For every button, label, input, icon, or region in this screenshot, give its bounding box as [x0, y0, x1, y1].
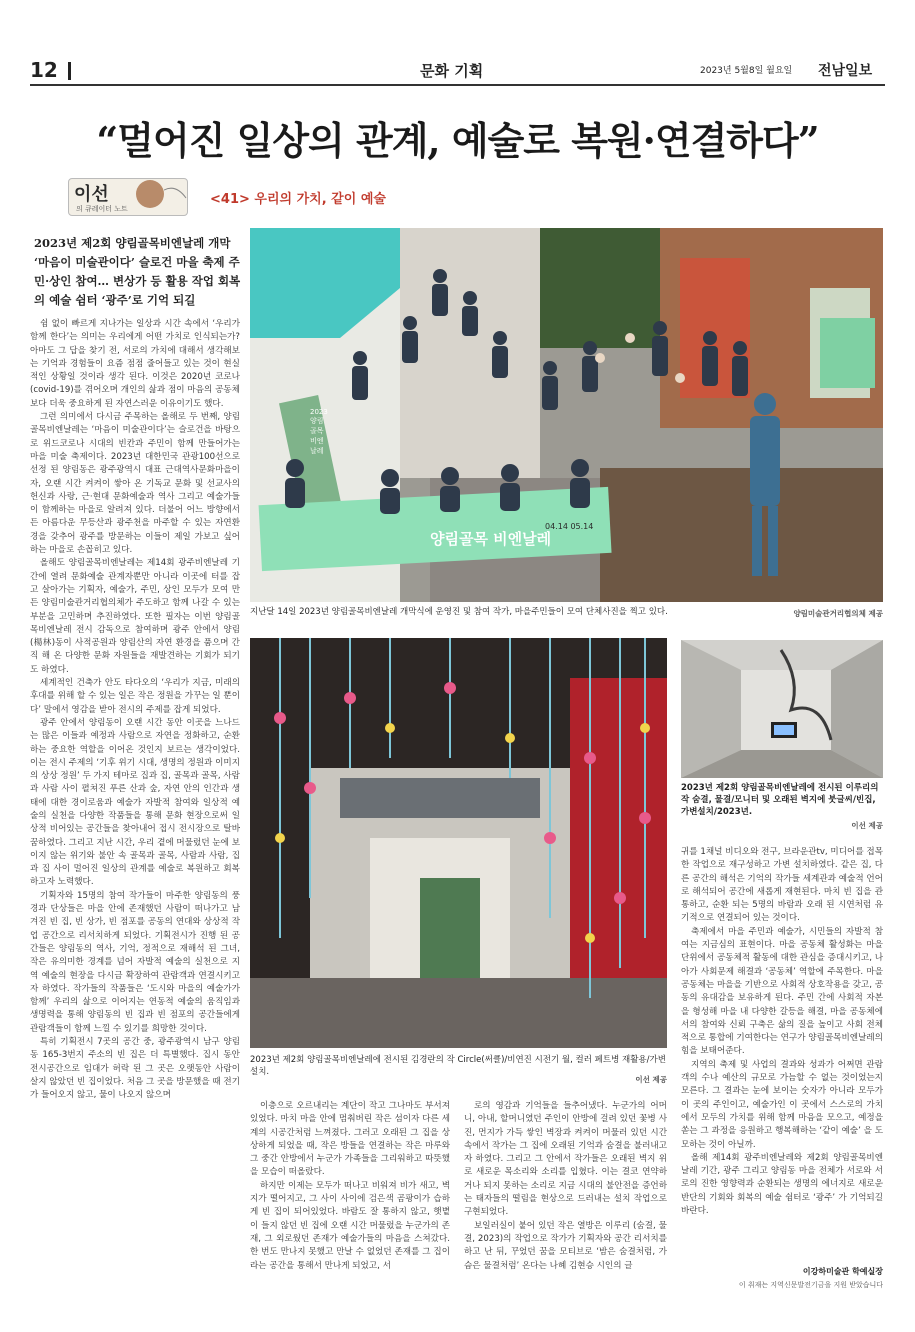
paragraph: 특히 기획전시 7곳의 공간 중, 광주광역시 남구 양림동 165-3번지 주소의 빈 집은 더 특별했다. 집시 동안 전시공간으로 임대가 허락 된 그 곳은 오랫동안 사람이 살지 않았던 빈 집이었다. 처음 그 곳을 방문했을 때 전기가 들어오지 않고, 물이 나오지 않으며	[30, 1037, 240, 1101]
section-title: 문화 기획	[420, 62, 484, 80]
headline: “멀어진 일상의 관계, 예술로 복원·연결하다”	[96, 118, 819, 163]
columnist-name: 이선	[74, 184, 109, 205]
photo1-credit: 양림미술관거리협의체 제공	[793, 609, 883, 618]
room-photo	[681, 640, 883, 778]
photo1-caption: 지난달 14일 2023년 양림골목비엔날레 개막식에 운영진 및 참여 작가, 마을주민들이 모여 단체사진을 찍고 있다.	[250, 607, 668, 617]
installation-photo	[250, 638, 667, 1048]
paragraph: 보일러실이 붙어 있던 작은 열방은 이루리 (숨결, 물결, 2023)의 작업으로 작가가 기획자와 공간 리서치를 하고 난 뒤, 꾸었던 꿈을 모티브로 ‘밤은 숨결처럼, 가슴은 물결처럼’ 온다는 나혜 김현승 시인의 글	[464, 1220, 667, 1271]
photo2-caption: 2023년 제2회 양림골목비엔날레에 전시된 김경란의 작 Circle(써클)/비연진 시전기 월, 컬러 페트병 재활용/가변설치.	[250, 1055, 666, 1077]
installation-illustration	[250, 638, 667, 1048]
publication-date: 2023년 5월8일 월요일	[700, 66, 793, 76]
room-illustration	[681, 640, 883, 778]
columnist-subtitle: 의 큐레이터 노트	[76, 205, 128, 213]
paragraph: 이층으로 오르내리는 계단이 작고 그나마도 부서져 있었다. 마치 마을 안에 멈춰버린 작은 섬이자 다른 세계의 시공간처럼 느껴졌다. 그러고 오래된 그 집을 상상하게 되었을 때, 작은 방들을 연결하는 작은 마루와 그 중간 안방에서 누군가 가족들을 그리워하고 따뜻했을 모습이 떠올랐다.	[250, 1101, 450, 1178]
paragraph: 축제에서 마을 주민과 예술가, 시민들의 자발적 참여는 지금심의 표현이다. 마을 공동체 활성화는 마을 단위에서 공동체적 활동에 대한 관심을 증대시키고, 나아가 사회문제 해결과 ‘공동체’ 역할에 주목한다. 마을 공동체는 마을을 기반으로 사회적 상호작용을 갖고, 공동의 유대감을 보유하게 된다. 주민 간에 사회적 자본을 형성해 마을 내 다양한 갈등을 해결, 마을 공동체에서의 참여와 신뢰 구축은 삶의 질을 높이고 사회 전체적으로 통합에 기여한다는 연구가 양림골목비엔날레의 힘을 보태어준다.	[681, 926, 883, 1057]
newspaper-name: 전남일보	[818, 63, 873, 79]
paragraph: 그런 의미에서 다시금 주목하는 올해로 두 번째, 양림골목비엔날레는 ‘마음이 미술관이다’는 슬로건을 바탕으로 위드코로나 시대의 빈칸과 주민이 함께 만들어가는 마을 미술 축제이다. 2023년 대한민국 관광100선으로 선정 된 양림동은 광주광역시 대표 근대역사문화마을이자, 오랜 시간 켜켜이 쌓아 온 기독교 문화 및 선교사의 헌신과 사랑, 근·현대 문화예술과 역사 그리고 예술가들이 함께하는 마을로 알려져 있다. 더불어 어느 방향에서든 아름다운 무등산과 광주천을 마주할 수 있는 자연환경을 갖추어 광주를 방문하는 이들이 제일 가보고 싶어 하는 마을로 손꼽히고 있다.	[30, 412, 240, 556]
page-number: 12	[30, 58, 58, 82]
photo2-credit: 이선 제공	[635, 1075, 667, 1084]
banner-left-text: 2023 양림골목 비엔날레	[310, 408, 328, 455]
series-title: <41> 우리의 가치, 같이 예술	[210, 192, 386, 207]
footnote: 이 취재는 지역신문발전기금을 지원 받았습니다	[738, 1281, 883, 1289]
paragraph: 하지만 이제는 모두가 떠나고 비워져 비가 새고, 벽지가 떨어지고, 그 사이 사이에 검은색 곰팡이가 습하게 빈 집이 되어있었다. 바람도 잘 통하지 않고, 햇볕이 들지 않던 빈 집에 오랜 시간 머물렀을 누군가의 존재, 그 외로웠던 존재가 예술가들의 마음을 스쳐갔다. 한 번도 만나지 못했고 만날 수 없었던 존재를 그 집이라는 공간을 통해서 만나게 되었고, 서	[250, 1180, 450, 1271]
page-number-divider	[68, 62, 71, 80]
photo3-credit: 이선 제공	[851, 821, 883, 830]
tag-string-icon	[164, 184, 188, 204]
body-column-4	[681, 846, 883, 1218]
paragraph: 광주 안에서 양림동이 오랜 시간 동안 이곳을 느나드는 많은 이들과 예정과 사람으로 자연을 정화하고, 순환하는 중요한 역할을 이어온 것인지 보르는 생각이었다. 이는 전시 주제의 ‘기후 위기 시대, 생명의 정원과 이미지의 상상 정원’ 두 가지 테마로 집과 집, 골목과 골목, 사람과 사람 사이 펼쳐진 푸른 산과 숲, 자연 안의 인간과 생태에 대한 경이로움과 예술가 자발적 참여와 일상적 예술의 실천을 다양한 작품들을 통해 문화 현장으로써 일상적 비어있는 공간들을 찾아내어 접시 전시장으로 탈바꿈하였다. 그리고 지난 시간, 우리 곁에 머물렀던 눈에 보이지 않는 위기와 불안 속 골목과 골목, 사람과 사람, 집과 집 사이 멀어진 일상의 관계를 예술로 복원하고 회복하고자 노력했다.	[30, 717, 240, 888]
paragraph: 기획자와 15명의 참여 작가들이 마주한 양림동의 풍경과 단상들은 마을 안에 존재했던 사람이 떠나가고 남겨진 빈 집, 빈 상가, 빈 점포를 공동의 연대와 상상적 작업 공간으로 리서치하게 되었다. 기획전시가 진행 된 공간들은 양림동의 역사, 기억, 정적으로 재해석 된 그녀, 작은 유의미한 경계를 넘어 자발적 예술의 실천으로 지역 예술의 현장을 다시금 확장하여 관람객과 연결시키고자 하였다. 작가들의 작품들은 ‘도시와 마을의 예술가가 함께’ 우리의 삶으로 이어지는 연동적 예술의 움직임과 생명력을 통해 양림동의 빈 집과 빈 점포의 공간들에게 관람객들이 함께 느낄 수 있기를 희망한 것이다.	[30, 890, 240, 1034]
people-group	[250, 228, 883, 602]
photo3-caption: 2023년 제2회 양림골목비엔날레에 전시된 이루리의 작 숨결, 물결/모니터 및 오래된 벽지에 붓글씨/빈집, 가변설치/2023년.	[681, 783, 879, 817]
paragraph: 올해도 양림골목비엔날레는 제14회 광주비엔날레 기간에 열려 문화예술 관계자뿐만 아니라 이곳에 터를 잡고 살아가는 기획자, 예술가, 주민, 상인 모두가 모여 만든 양림미술관거리협의체가 주도하고 함께 나갈 수 있는 부분을 고민하며 추진하였다. 또한 필자는 이번 양림골목비엔날레 전시 감독으로 참여하며 광주 안에서 양림(楊林)동이 사적공원과 양림산의 자연 환경을 품으며 간직 해 온 다양한 문화 자원들을 재발견하는 기회가 되기도 하였다.	[30, 558, 240, 675]
paragraph: 로의 영감과 기억들을 들추어냈다. 누군가의 어머니, 아내, 할머니였던 주인이 안방에 걸려 있던 꽃병 사진, 먼지가 가득 쌓인 벽장과 켜켜이 머물러 있던 시간 속에서 작가는 그 집에 오래된 기억과 숨결을 불러내고자 하였다. 그리고 그 안에서 작가들은 오래된 벽지 위로 새로운 목소리와 소리를 입혔다. 이는 결코 연약하거나 되지 못하는 소리로 지금 시대의 불안전을 증언하는 태자들의 떨림을 현상으로 드러내는 설치 작업으로 구현되었다.	[464, 1101, 667, 1218]
group-photo	[250, 228, 883, 602]
body-column-1	[30, 318, 240, 1103]
paragraph: 귀를 1채널 비디오와 전구, 브라운관tv, 미디어를 접목 한 작업으로 재구성하고 가변 설치하였다. 같은 집, 다른 공간의 해석은 기억의 작가들 세계관과 예술적 언어로 해석되어 공간에 새롭게 재현된다. 마치 빈 집을 관통하고, 순환 되는 5명의 바람과 오래 된 시연처럼 유기적으로 연결되어 있는 것이다.	[681, 847, 883, 924]
body-column-2	[250, 1100, 450, 1273]
header-rule	[30, 84, 885, 86]
paragraph: 세계적인 건축가 안도 타다오의 ‘우리가 지금, 미래의 후대를 위해 할 수 있는 일은 작은 정원을 가꾸는 일 뿐이다’ 말에서 영감을 받아 전시의 주제를 잡게 되었다.	[30, 678, 240, 715]
paragraph: 쉼 없이 빠르게 지나가는 일상과 시간 속에서 ‘우리가 함께 한다’는 의미는 우리에게 어떤 가치로 인식되는가? 아마도 그 답을 찾기 전, 서로의 가치에 대해서 생각해보는 기억과 경험들이 요즘 점점 줄어들고 있는 것이 현실적인 상황일 것이라 생각 된다. 이것은 2020년 코로나(covid-19)를 겪어오며 개인의 삶과 점이 마음의 공동체 보다 더욱 중요하게 된 자연스러운 이유이기도 했다.	[30, 319, 240, 409]
columnist-avatar	[136, 180, 164, 208]
paragraph: 지역의 축제 및 사업의 결과와 성과가 어쩌면 관람객의 수나 예산의 규모로 가늠할 수 없는 것이었는지 모른다. 그 결과는 눈에 보이는 숫자가 아니라 모두가 이 곳의 주인이고, 예술가인 이 곳에서 스스로의 가치에서 모두의 가치를 위해 함께 마음을 모으고, 예정을 쏟는 그 과정을 응원하고 행복해하는 ‘같이 예술’ 을 도모하는 것이 아닐까.	[681, 1059, 883, 1150]
body-column-3	[464, 1100, 667, 1273]
banner-main-text: 양림골목 비엔날레	[430, 530, 552, 548]
deck-summary: 2023년 제2회 양림골목비엔날레 개막 ‘마음이 미술관이다’ 슬로건 마을 축제 주민·상인 참여… 변상가 등 활용 작업 회복의 예술 쉼터 ‘광주’로 기억 되길	[34, 236, 241, 307]
paragraph: 올해 제14회 광주비엔날레와 제2회 양림골목비엔날레 기간, 광주 그리고 양림동 마을 전체가 서로와 서로의 진한 영향력과 순환되는 생명의 에너지로 새로운 반단의 기회와 회복의 예술 쉼터로 ‘광주’ 가 기억되길 바란다.	[681, 1152, 883, 1217]
banner-dates: 04.14 05.14	[545, 522, 594, 531]
byline: 이강하미술관 학예실장	[802, 1267, 883, 1276]
